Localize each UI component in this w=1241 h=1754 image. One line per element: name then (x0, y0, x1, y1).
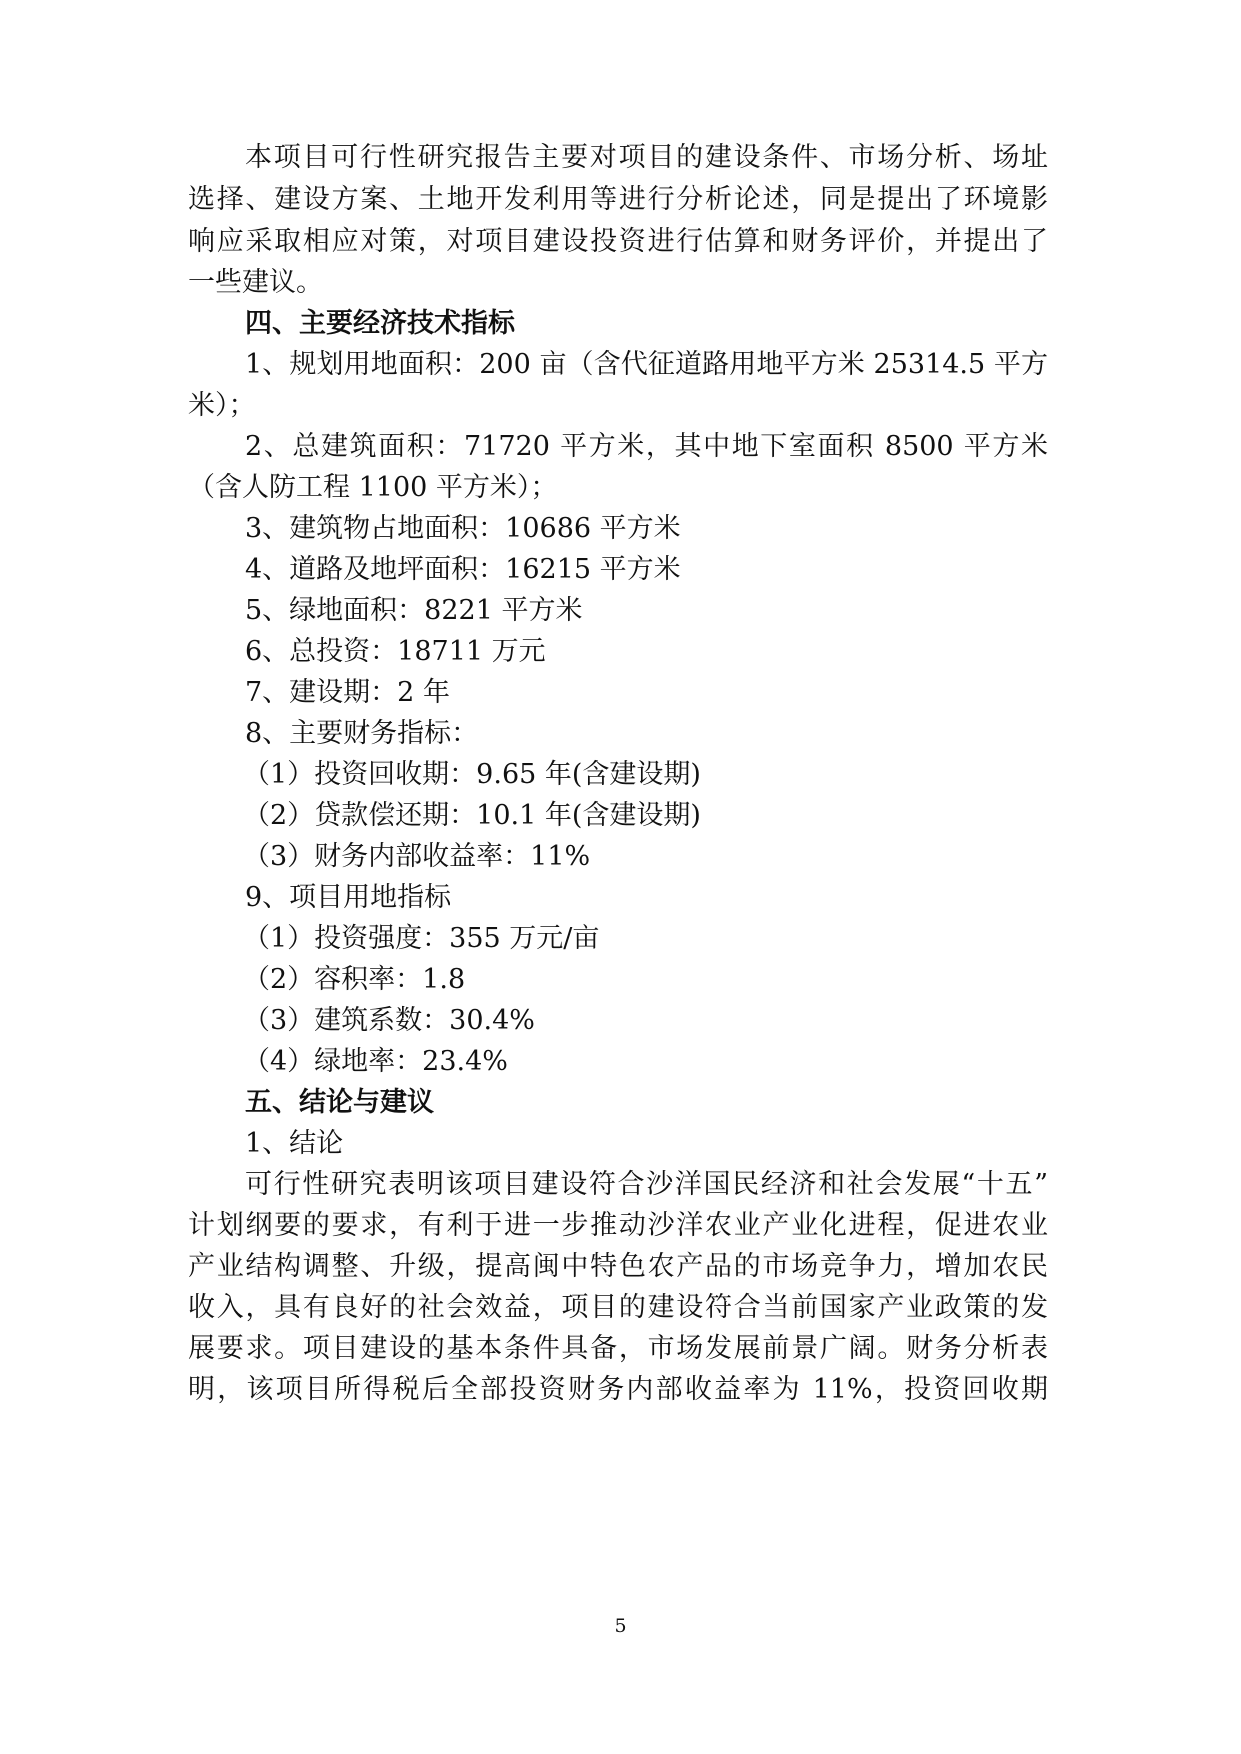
item9-sub-1: （1）投资强度：355 万元/亩 (243, 923, 600, 954)
section5-para-line-5: 展要求。项目建设的基本条件具备，市场发展前景广阔。财务分析表 (188, 1333, 1048, 1364)
item9-sub-4: （4）绿地率：23.4% (243, 1046, 508, 1077)
page-number: 5 (614, 1615, 627, 1637)
section4-heading: 四、主要经济技术指标 (245, 308, 515, 339)
item2-line-2: （含人防工程 1100 平方米）； (188, 472, 558, 503)
section5-para-line-4: 收入，具有良好的社会效益，项目的建设符合当前国家产业政策的发 (188, 1292, 1048, 1323)
section5-para-line-3: 产业结构调整、升级，提高闽中特色农产品的市场竞争力，增加农民 (188, 1251, 1048, 1282)
item3: 3、建筑物占地面积：10686 平方米 (245, 513, 681, 544)
item8: 8、主要财务指标： (245, 718, 479, 749)
item6: 6、总投资：18711 万元 (245, 636, 546, 667)
section5-para-line-6: 明，该项目所得税后全部投资财务内部收益率为 11%，投资回收期 (188, 1374, 1048, 1405)
para1-line-1: 本项目可行性研究报告主要对项目的建设条件、市场分析、场址 (245, 142, 1048, 173)
item1-line-1: 1、规划用地面积：200 亩（含代征道路用地平方米 25314.5 平方 (245, 349, 1048, 380)
item8-sub-2: （2）贷款偿还期：10.1 年(含建设期) (243, 800, 701, 831)
item9-sub-3: （3）建筑系数：30.4% (243, 1005, 535, 1036)
para1-line-2: 选择、建设方案、土地开发利用等进行分析论述，同是提出了环境影 (188, 184, 1048, 215)
item8-sub-1: （1）投资回收期：9.65 年(含建设期) (243, 759, 701, 790)
item9-sub-2: （2）容积率：1.8 (243, 964, 466, 995)
para1-line-4: 一些建议。 (188, 267, 323, 298)
section5-para-line-1: 可行性研究表明该项目建设符合沙洋国民经济和社会发展“十五” (245, 1169, 1048, 1200)
item2-line-1: 2、总建筑面积：71720 平方米，其中地下室面积 8500 平方米 (245, 431, 1048, 462)
section5-para-line-2: 计划纲要的要求，有利于进一步推动沙洋农业产业化进程，促进农业 (188, 1210, 1048, 1241)
section5-sub1: 1、结论 (245, 1128, 344, 1159)
item4: 4、道路及地坪面积：16215 平方米 (245, 554, 681, 585)
para1-line-3: 响应采取相应对策，对项目建设投资进行估算和财务评价，并提出了 (188, 226, 1048, 257)
item8-sub-3: （3）财务内部收益率：11% (243, 841, 591, 872)
item9: 9、项目用地指标 (245, 882, 452, 913)
item5: 5、绿地面积：8221 平方米 (245, 595, 583, 626)
item1-line-2: 米）； (188, 390, 256, 421)
section5-heading: 五、结论与建议 (245, 1087, 434, 1118)
item7: 7、建设期：2 年 (245, 677, 450, 708)
